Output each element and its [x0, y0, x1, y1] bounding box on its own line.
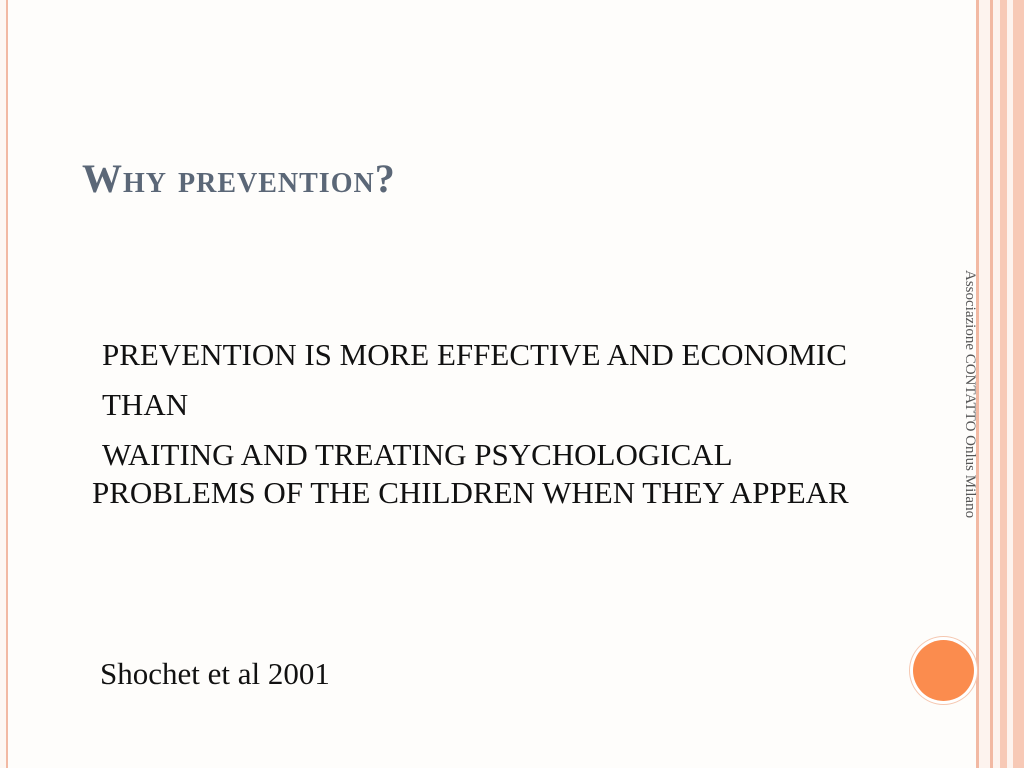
- citation: Shochet et al 2001: [100, 656, 330, 691]
- body-paragraph: PREVENTION IS MORE EFFECTIVE AND ECONOMIC: [102, 337, 847, 372]
- body-paragraph: WAITING AND TREATING PSYCHOLOGICAL PROBLEMS OF THE CHILDREN WHEN THEY APPEAR: [92, 437, 849, 510]
- stripe: [993, 0, 1000, 768]
- body-paragraph: THAN: [102, 387, 189, 422]
- right-decorative-stripes: [976, 0, 1024, 768]
- stripe: [979, 0, 990, 768]
- vertical-organization-label: Associazione CONTATTO Onlus Milano: [962, 270, 978, 519]
- slide-body: [92, 336, 892, 524]
- left-frame-border: [0, 0, 8, 768]
- decorative-circle: [913, 640, 974, 701]
- stripe: [1000, 0, 1007, 768]
- slide-title: Why prevention?: [82, 156, 396, 201]
- stripe: [1013, 0, 1024, 768]
